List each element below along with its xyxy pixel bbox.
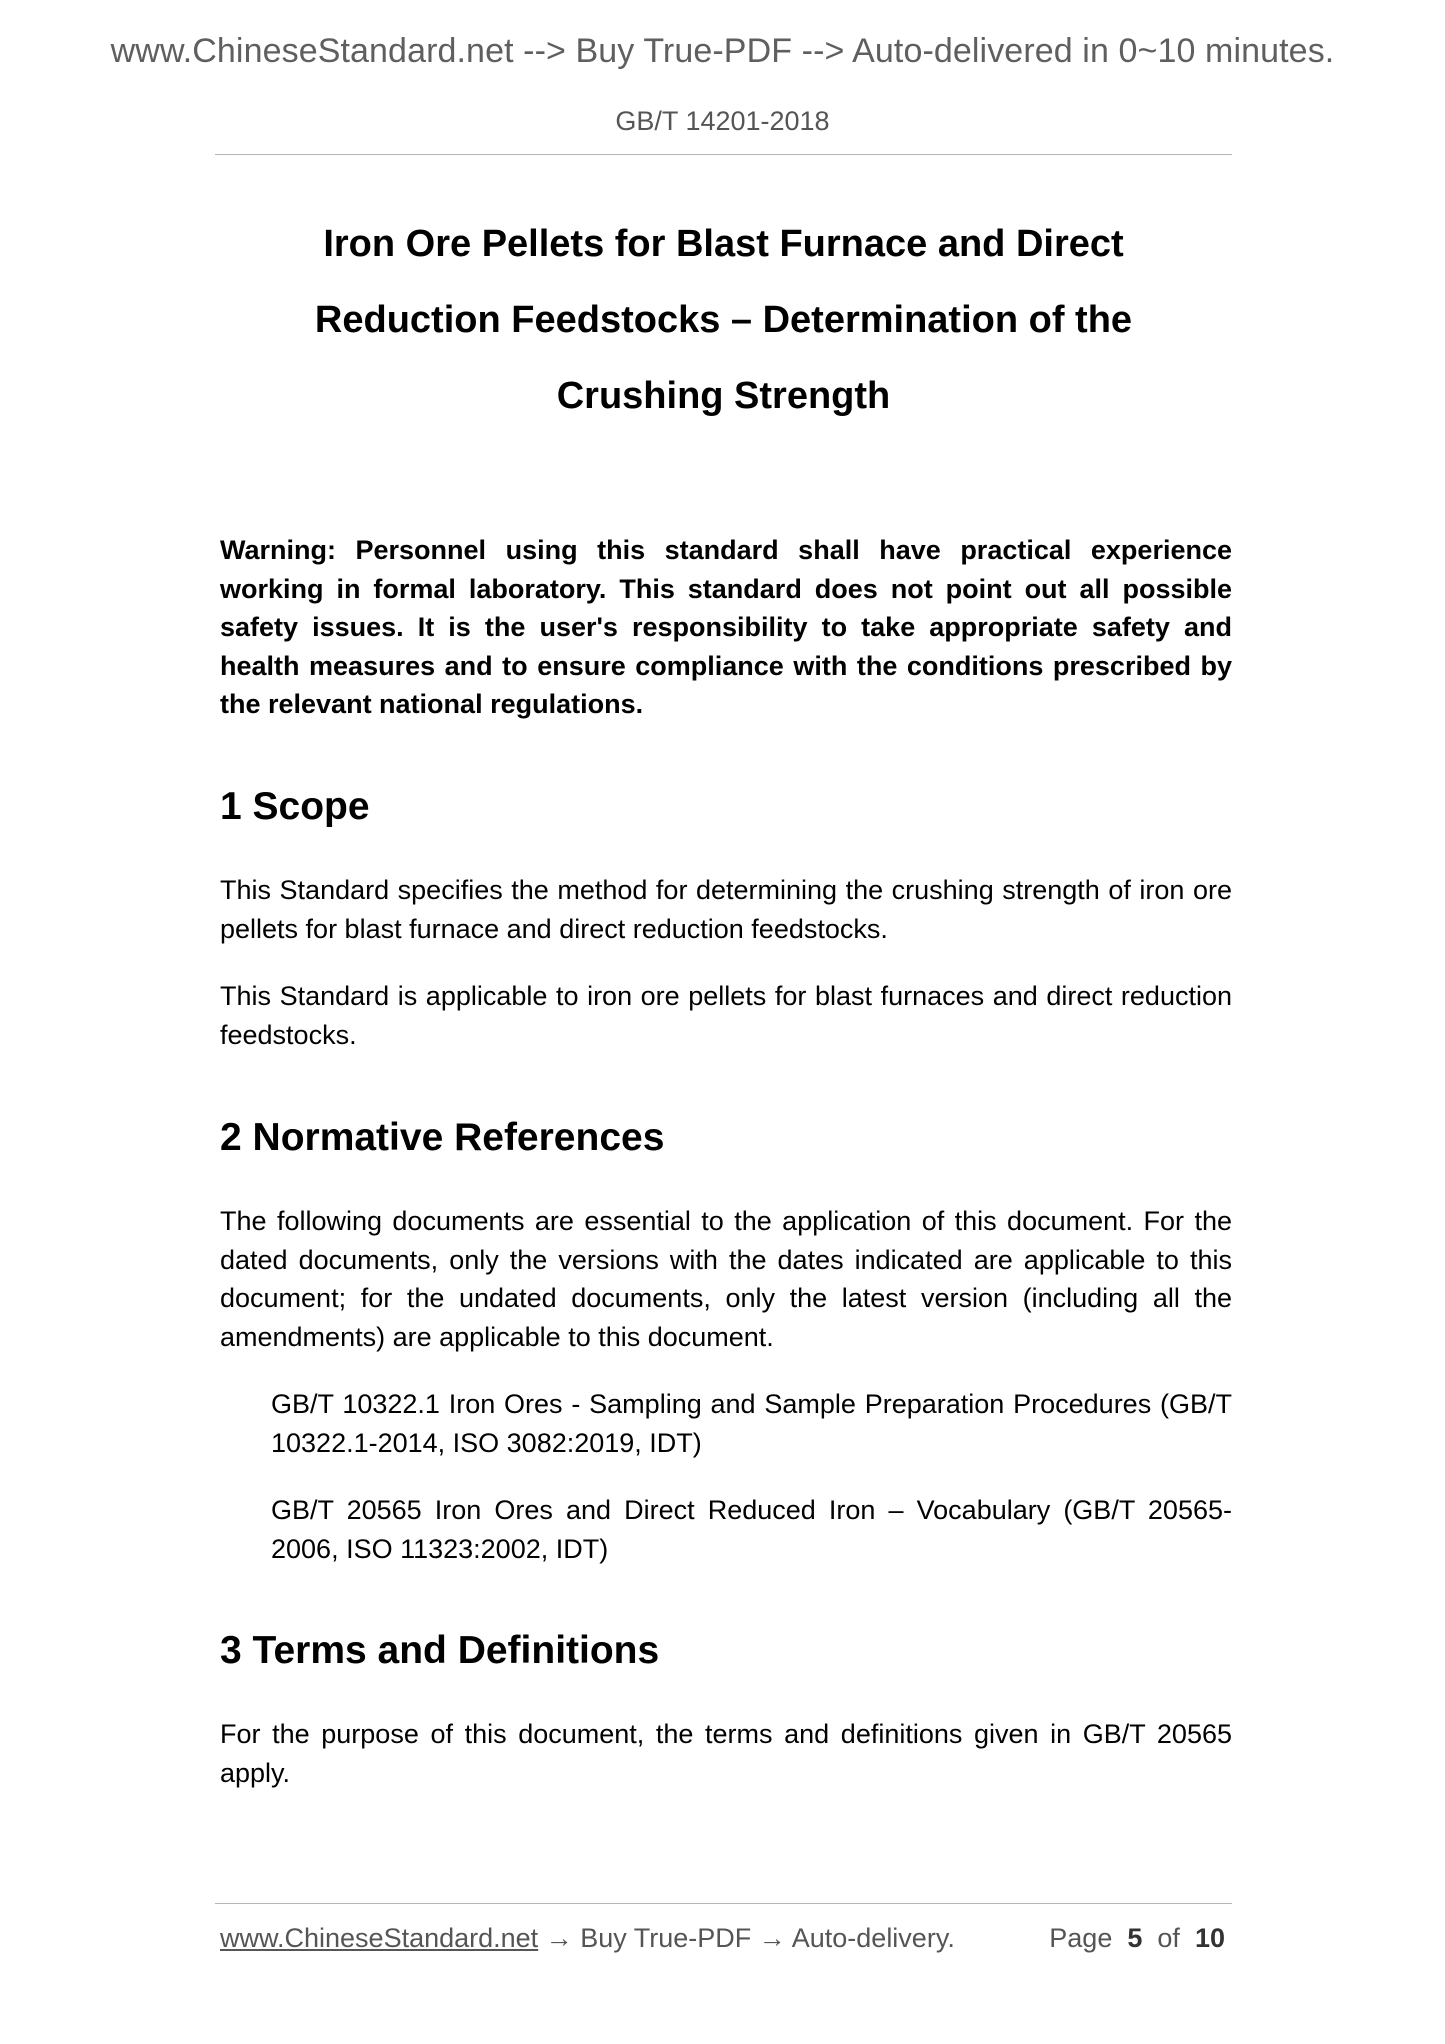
page-label: Page: [1049, 1923, 1113, 1953]
total-pages: 10: [1194, 1923, 1225, 1953]
scope-paragraph-1: This Standard specifies the method for determining the crushing strength of iron ore pellets for blast furnace and direct reduction feedstocks.: [220, 875, 1232, 944]
normative-references-heading: 2 Normative References: [220, 1116, 665, 1159]
of-label: of: [1157, 1923, 1180, 1953]
footer-divider: [215, 1903, 1232, 1904]
page-indicator: [1049, 1923, 1225, 1954]
document-title: [215, 206, 1232, 434]
page-number: 5: [1127, 1923, 1143, 1953]
scope-heading: 1 Scope: [220, 785, 370, 828]
top-banner: www.ChineseStandard.net --> Buy True-PDF --> Auto-delivered in 0~10 minutes.: [110, 32, 1335, 70]
footer-left: [220, 1923, 955, 1954]
footer-website-link[interactable]: www.ChineseStandard.net: [220, 1923, 539, 1953]
header-divider: [215, 154, 1232, 155]
reference-item-1: GB/T 10322.1 Iron Ores - Sampling and Sample Preparation Procedures (GB/T 10322.1-2014, ISO 3082:2019, IDT): [271, 1389, 1232, 1458]
terms-definitions-paragraph: For the purpose of this document, the terms and definitions given in GB/T 20565 apply.: [220, 1719, 1232, 1788]
standard-code: GB/T 14201-2018: [615, 106, 830, 136]
reference-item-2: GB/T 20565 Iron Ores and Direct Reduced Iron – Vocabulary (GB/T 20565-2006, ISO 11323:2002, IDT): [271, 1495, 1232, 1564]
scope-paragraph-2: This Standard is applicable to iron ore pellets for blast furnaces and direct reduction feedstocks.: [220, 981, 1232, 1050]
normative-references-paragraph: The following documents are essential to the application of this document. For the dated documents, only the versions with the dates indicated are applicable to this document; for the undated documents, only the latest version (including all the amendments) are applicable to this document.: [220, 1206, 1232, 1352]
title-line-2: Reduction Feedstocks – Determination of the: [314, 299, 1133, 341]
title-line-1: Iron Ore Pellets for Blast Furnace and Direct: [323, 223, 1124, 265]
terms-definitions-heading: 3 Terms and Definitions: [220, 1629, 660, 1672]
title-line-3: Crushing Strength: [556, 375, 891, 417]
footer-tagline: → Buy True-PDF → Auto-delivery.: [538, 1923, 955, 1953]
warning-paragraph: Warning: Personnel using this standard shall have practical experience working in formal laboratory. This standard does not point out all possible safety issues. It is the user's responsibility to take appropriate safety and health measures and to ensure compliance with the conditions prescribed by the relevant national regulations.: [220, 535, 1232, 719]
